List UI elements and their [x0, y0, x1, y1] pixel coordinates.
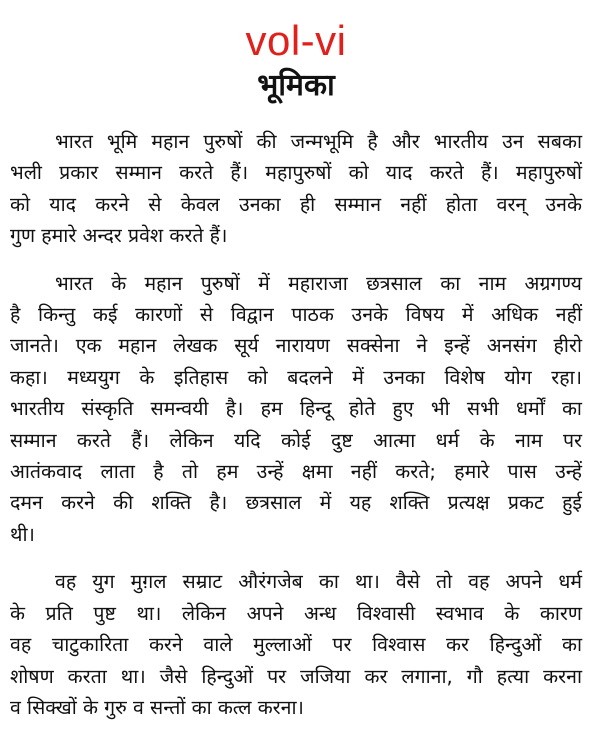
paragraph-line: थी। [10, 522, 35, 546]
paragraph-line: दमन करने की शक्ति है। छत्रसाल में यह शक्ति प्रत्यक्ष प्रकट हुई [10, 491, 582, 515]
paragraph-line: है किन्तु कई कारणों से विद्वान पाठक उनके विषय में अधिक नहीं [10, 303, 582, 327]
paragraph-line: जानते। एक महान लेखक सूर्य नारायण सक्सेना ने इन्हें अनसंग हीरो [10, 334, 582, 358]
paragraph-line: भारत भूमि महान पुरुषों की जन्मभूमि है और भारतीय उन सबका [55, 130, 582, 153]
volume-label: vol-vi [245, 17, 347, 64]
paragraph-line: सम्मान करते हैं। लेकिन यदि कोई दुष्ट आत्मा धर्म के नाम पर [10, 428, 582, 452]
paragraph-3 [10, 566, 582, 723]
paragraph-line: को याद करने से केवल उनका ही सम्मान नहीं होता वरन् उनके [10, 192, 582, 216]
paragraph-line: शोषण करता था। जैसे हिन्दुओं पर जजिया कर लगाना, गौ हत्या करना [10, 664, 582, 688]
paragraph-line: वह युग मुग़ल सम्राट औरंगजेब का था। वैसे तो वह अपने धर्म [55, 570, 582, 594]
page-title: भूमिका [257, 68, 335, 103]
paragraph-line: कहा। मध्ययुग के इतिहास को बदलने में उनका विशेष योग रहा। [10, 365, 582, 389]
paragraph-line: आतंकवाद लाता है तो हम उन्हें क्षमा नहीं करते; हमारे पास उन्हें [10, 460, 582, 484]
paragraph-1 [10, 126, 582, 252]
paragraph-line: व सिक्खों के गुरु व सन्तों का कत्ल करना। [10, 695, 304, 719]
paragraph-gap [10, 550, 582, 566]
paragraph-line: भारत के महान पुरुषों में महाराजा छत्रसाल का नाम अग्रगण्य [55, 271, 582, 295]
paragraph-line: गुण हमारे अन्दर प्रवेश करते हैं। [10, 224, 228, 248]
paragraph-line: के प्रति पुष्ट था। लेकिन अपने अन्ध विश्वासी स्वभाव के कारण [10, 601, 582, 625]
paragraph-line: वह चाटुकारिता करने वाले मुल्लाओं पर विश्वास कर हिन्दुओं का [10, 633, 582, 657]
paragraph-2 [10, 268, 582, 551]
paragraph-line: भली प्रकार सम्मान करते हैं। महापुरुषों को याद करते हैं। महापुरुषों [10, 161, 582, 185]
paragraph-gap [10, 252, 582, 268]
paragraph-line: भारतीय संस्कृति समन्वयी है। हम हिन्दू होते हुए भी सभी धर्मों का [10, 397, 582, 421]
